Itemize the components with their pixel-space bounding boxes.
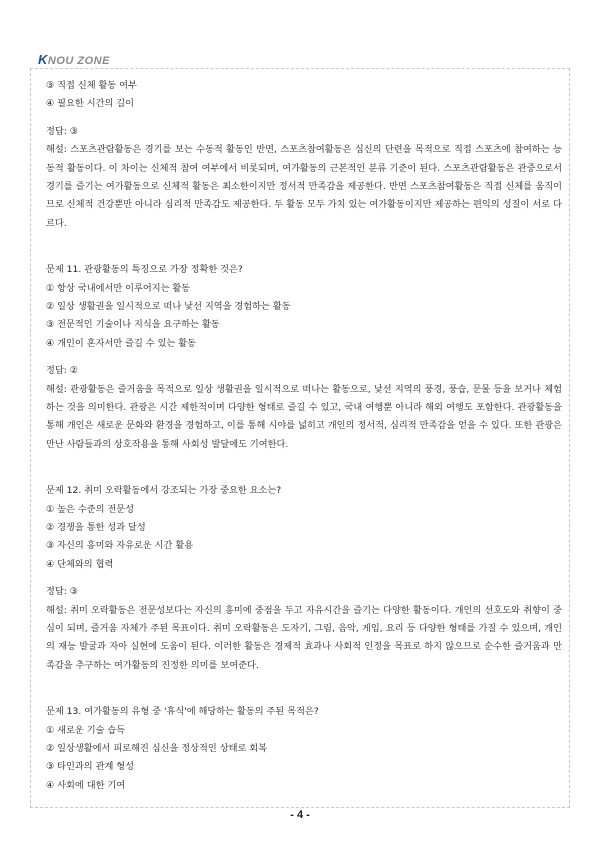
q13-option-4: ④ 사회에 대한 기여 bbox=[46, 779, 126, 791]
q11-explanation: 해설: 관광활동은 즐거움을 목적으로 일상 생활권을 일시적으로 떠나는 활동으로, 낯선 지역의 풍경, 풍습, 문물 등을 보거나 체험하는 것을 의미한다. 관광은 시간 제한적이며 다양한 형태로 즐길 수 있고, 국내 여행뿐 아니라 해외 여행도 포함한다. 관광활동을 통해 개인은 새로운 문화와 환경을 경험하고, 이를 통해 시야를 넓히고 개인의 정서적, 심리적 만족감을 얻을 수 있다. 또한 관광은 만난 사람들과의 상호작용을 통해 사회성 발달에도 기여한다. bbox=[46, 383, 562, 450]
q11-option-3: ③ 전문적인 기술이나 지식을 요구하는 활동 bbox=[46, 319, 220, 331]
q13-question: 문제 13. 여가활동의 유형 중 '휴식'에 해당하는 활동의 주된 목적은? bbox=[46, 706, 319, 718]
q10-option-3: ③ 직접 신체 활동 여부 bbox=[46, 80, 137, 91]
q12-explanation: 해설: 취미 오락활동은 전문성보다는 자신의 흥미에 중점을 두고 자유시간을 즐기는 다양한 활동이다. 개인의 선호도와 취향이 중심이 되며, 즐거움 자체가 주된 목표이다. 취미 오락활동은 도자기, 그림, 음악, 게임, 요리 등 다양한 형태를 가질 수 있으며, 개인의 재능 발굴과 자아 실현에 도움이 된다. 이러한 활동은 경제적 효과나 사회적 인정을 목표로 하지 않으므로 순수한 즐거움과 만족감을 추구하는 여가활동의 진정한 의미를 보여준다. bbox=[46, 604, 562, 671]
q11-answer: 정답: ② bbox=[46, 365, 79, 377]
q11-option-1: ① 항상 국내에서만 이루어지는 활동 bbox=[46, 282, 191, 294]
q11-option-2: ② 일상 생활권을 일시적으로 떠나 낯선 지역을 경험하는 활동 bbox=[46, 300, 291, 312]
q12-option-1: ① 높은 수준의 전문성 bbox=[46, 503, 134, 515]
knouzone-logo bbox=[38, 52, 110, 67]
q11-option-4: ④ 개인이 혼자서만 즐길 수 있는 활동 bbox=[46, 337, 197, 349]
q10-answer: 정답: ③ bbox=[46, 125, 79, 137]
q11-question: 문제 11. 관광활동의 특징으로 가장 정확한 것은? bbox=[46, 264, 243, 276]
q12-option-2: ② 경쟁을 통한 성과 달성 bbox=[46, 521, 146, 533]
q13-option-2: ② 일상생활에서 피로해진 심신을 정상적인 상태로 회복 bbox=[46, 742, 268, 754]
q12-question: 문제 12. 취미 오락활동에서 강조되는 가장 중요한 요소는? bbox=[46, 485, 282, 497]
page-number: - 4 - bbox=[290, 809, 310, 821]
q12-option-4: ④ 단체와의 협력 bbox=[46, 558, 114, 570]
q10-explanation: 해설: 스포츠관람활동은 경기를 보는 수동적 활동인 반면, 스포츠참여활동은 심신의 단련을 목적으로 직접 스포츠에 참여하는 능동적 활동이다. 이 차이는 신체적 참여 여부에서 비롯되며, 여가활동의 근본적인 분류 기준이 된다. 스포츠관람활동은 관중으로서 경기를 즐기는 여가활동으로 신체적 활동은 최소한이지만 정서적 만족감을 제공한다. 반면 스포츠참여활동은 직접 신체를 움직이므로 신체적 건강뿐만 아니라 심리적 만족감도 제공한다. 두 활동 모두 가치 있는 여가활동이지만 제공하는 편익의 성질이 서로 다르다. bbox=[46, 144, 562, 229]
q12-option-3: ③ 자신의 흥미와 자유로운 시간 활용 bbox=[46, 540, 194, 552]
q12-answer: 정답: ③ bbox=[46, 586, 79, 598]
q13-option-3: ③ 타인과의 관계 형성 bbox=[46, 761, 134, 773]
page-content bbox=[46, 77, 562, 795]
q10-option-4: ④ 필요한 시간의 길이 bbox=[46, 98, 134, 110]
logo-letter: K bbox=[38, 52, 48, 67]
q13-option-1: ① 새로운 기술 습득 bbox=[46, 724, 126, 736]
logo-text: NOU ZONE bbox=[47, 55, 110, 67]
